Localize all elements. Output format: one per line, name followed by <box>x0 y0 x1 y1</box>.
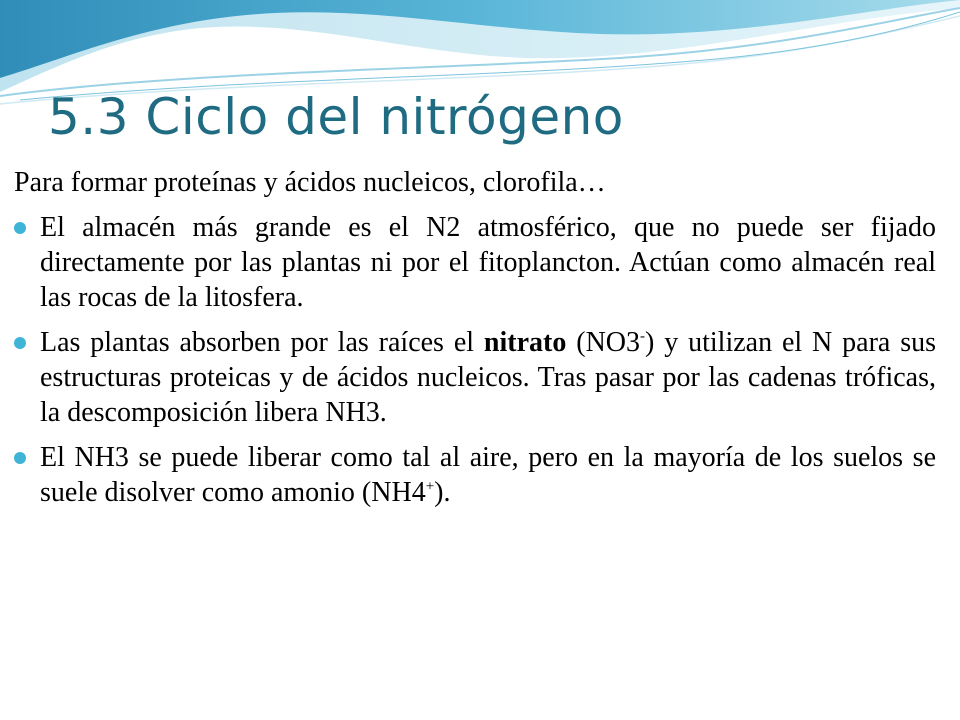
slide-title: 5.3 Ciclo del nitrógeno <box>48 88 624 146</box>
bullet-dot-icon <box>14 222 26 234</box>
bullet-text-end: ) y utilizan el N para sus estructuras proteicas y de ácidos nucleicos. Tras pasar por las cadenas tróficas, la descomposición libera NH3. <box>40 327 937 428</box>
intro-text: Para formar proteínas y ácidos nucleicos, clorofila… <box>14 167 606 198</box>
charge-superscript: - <box>640 328 646 345</box>
bullet-item-nitrato <box>14 325 936 430</box>
charge-superscript: + <box>425 478 435 495</box>
bullet-item-almacen <box>14 210 936 315</box>
bullet-dot-icon <box>14 337 26 349</box>
bullet-text: El almacén más grande es el N2 atmosférico, que no puede ser fijado directamente por las plantas ni por el fitoplancton. Actúan como almacén real las rocas de la litosfera. <box>40 212 936 313</box>
bullet-text-start: Las plantas absorben por las raíces el <box>40 327 484 358</box>
bullet-text-end: ). <box>434 477 451 508</box>
bullet-item-amonio <box>14 440 936 510</box>
bullet-bold-term: nitrato <box>483 327 567 358</box>
slide-body <box>14 165 936 520</box>
bullet-text-formula: (NO3 <box>566 327 641 358</box>
bullet-dot-icon <box>14 452 26 464</box>
bullet-text-start: El NH3 se puede liberar como tal al aire, pero en la mayoría de los suelos se suele disolver como amonio (NH4 <box>40 442 936 508</box>
